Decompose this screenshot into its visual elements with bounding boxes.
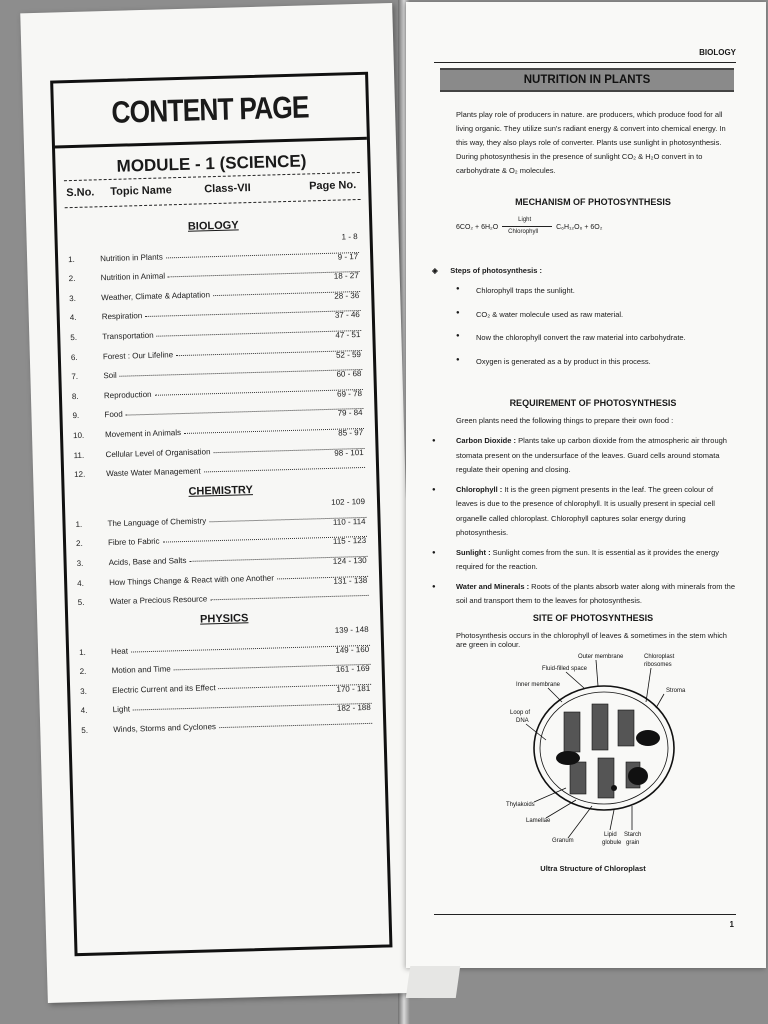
toc-number: 4. — [69, 313, 77, 323]
toc-topic: Motion and Time — [111, 664, 171, 676]
label-loop: Loop of — [510, 710, 531, 716]
starch-grain — [636, 730, 660, 746]
label-grain: grain — [626, 840, 640, 846]
toc-list — [69, 624, 384, 736]
steps-list — [456, 286, 736, 380]
toc-number: 3. — [69, 293, 77, 303]
chapter-title: NUTRITION IN PLANTS — [523, 74, 651, 86]
steps-title: Steps of photosynthesis : — [450, 266, 542, 275]
label-lipid: Lipid — [604, 832, 617, 838]
list-item: ● Chlorophyll traps the sunlight. — [456, 286, 736, 310]
list-item: ● CO₂ & water molecule used as raw material. — [456, 310, 736, 334]
label-lamellae: Lamellae — [526, 818, 551, 824]
toc-pages: 52 - 59 — [335, 349, 362, 360]
label-chloroplast: Chloroplast — [644, 654, 675, 660]
header-rule — [434, 62, 736, 63]
toc-topic: Heat — [110, 646, 129, 656]
steps-heading — [432, 266, 542, 275]
toc-topic: Food — [104, 410, 123, 420]
leader-line — [566, 672, 584, 688]
topic-header: Topic Name — [110, 184, 172, 198]
section-heading: CHEMISTRY — [188, 484, 254, 498]
toc-pages: 69 - 78 — [336, 388, 363, 399]
toc-pages: 161 - 169 — [335, 664, 370, 675]
toc-number: 8. — [71, 391, 79, 401]
toc-number: 1. — [68, 254, 75, 264]
page-header: Page No. — [308, 179, 357, 193]
granum-stack — [570, 762, 586, 794]
requirement-heading: REQUIREMENT OF PHOTOSYNTHESIS — [509, 398, 677, 408]
toc-sections — [57, 216, 383, 736]
toc-number: 4. — [80, 706, 88, 716]
toc-leader-dots — [204, 467, 365, 473]
toc-number: 5. — [77, 597, 85, 608]
list-item — [432, 546, 736, 575]
toc-topic: Light — [112, 705, 131, 715]
requirement-intro: Green plants need the following things to prepare their own food : — [456, 416, 674, 425]
req-term: Chlorophyll : — [456, 484, 503, 494]
left-page — [20, 3, 419, 1003]
label-ribosomes: ribosomes — [644, 662, 672, 668]
toc-pages: 110 - 114 — [332, 516, 366, 527]
req-text: Plants take up carbon dioxide from the atmospheric air through stomata present on the undersurface of the leaves. Guard cells around stomata regulate their opening and closing. — [456, 436, 727, 474]
granum-stack — [598, 758, 614, 798]
toc-topic: Nutrition in Animal — [100, 271, 166, 283]
granum-stack — [592, 704, 608, 750]
equation-above: Light — [518, 216, 532, 223]
toc-number: 5. — [81, 725, 89, 736]
toc-pages: 131 - 138 — [333, 575, 368, 586]
toc-topic: Reproduction — [103, 389, 152, 400]
toc-pages: 182 - 188 — [336, 703, 371, 714]
toc-pages: 102 - 109 — [331, 497, 366, 508]
equation-reactants: 6CO₂ + 6H₂O — [456, 224, 499, 231]
toc-number: 3. — [80, 686, 87, 696]
granum-stack — [564, 712, 580, 752]
toc-leader-dots — [219, 723, 372, 728]
toc-topic: Nutrition in Plants — [99, 252, 163, 263]
label-stroma: Stroma — [666, 688, 686, 694]
req-text: Sunlight comes from the sun. It is essential as it provides the energy required for the reaction. — [456, 547, 720, 571]
section-heading: PHYSICS — [199, 612, 249, 626]
list-item: ● Now the chlorophyll convert the raw material into carbohydrate. — [456, 333, 736, 357]
leader-line — [526, 724, 546, 740]
leader-line — [548, 688, 562, 702]
leader-line — [646, 668, 651, 702]
toc-topic: Fibre to Fabric — [107, 537, 160, 548]
toc-pages: 37 - 46 — [334, 310, 360, 321]
photosynthesis-equation — [456, 216, 603, 235]
toc-pages: 18 - 27 — [333, 271, 359, 281]
toc-pages: 170 - 181 — [336, 683, 371, 694]
right-page — [406, 2, 766, 968]
intro-paragraph: Plants play role of producers in nature. are producers, which produce food for all living organic. They utilize sun's radiant energy & convert into chemical energy. In this way, they also plays role of converter. Plants use sunlight in photosynthesis. During photosynthesis in the presence of sunlight CO₂ & H₂O convert in to carbohydrate & O₂ molecules. — [456, 110, 726, 175]
leader-line — [596, 660, 598, 686]
toc-topic: Waste Water Management — [106, 466, 201, 479]
list-item — [432, 580, 736, 609]
toc-pages: 115 - 123 — [332, 536, 367, 547]
toc-number: 1. — [75, 519, 83, 529]
leader-line — [568, 806, 592, 838]
page-number: 1 — [729, 920, 734, 929]
section-heading: BIOLOGY — [187, 219, 239, 233]
toc-number: 7. — [71, 372, 79, 382]
toc-pages: 9 - 17 — [337, 251, 359, 262]
req-text: It is the green pigment presents in the leaf. The green colour of leaves is due to the presence of chlorophyll. It is usually present in special cell organelle called chloroplast. Chlorophyll captures solar energy during photosynthesis. — [456, 484, 715, 537]
chloroplast-diagram — [506, 650, 696, 860]
leader-line — [656, 694, 664, 708]
toc-topic: Cellular Level of Organisation — [105, 446, 211, 459]
equation-below: Chlorophyll — [508, 228, 539, 235]
label-granum: Granum — [552, 838, 574, 844]
chapter-banner — [440, 68, 734, 92]
toc-topic: Respiration — [101, 311, 143, 322]
page-flap — [406, 966, 460, 998]
toc-number: 10. — [72, 430, 85, 441]
starch-grain — [556, 751, 580, 765]
toc-pages: 124 - 130 — [332, 555, 367, 566]
toc-leader-dots — [210, 595, 368, 600]
lipid-globule — [611, 785, 617, 791]
toc-pages: 98 - 101 — [334, 447, 364, 458]
label-thylakoids: Thylakoids — [506, 802, 535, 808]
diamond-bullet-icon: ◈ — [432, 266, 438, 275]
toc-topic: Electric Current and its Effect — [112, 683, 216, 695]
label-starch: Starch — [624, 832, 642, 838]
subject-header: BIOLOGY — [699, 48, 736, 57]
toc-number: 11. — [73, 450, 85, 460]
content-frame — [50, 72, 392, 957]
starch-grain — [628, 767, 648, 785]
toc-number: 9. — [72, 411, 80, 421]
sno-header: S.No. — [66, 186, 95, 200]
toc-topic: Weather, Climate & Adaptation — [101, 289, 211, 303]
label-globule: globule — [602, 840, 622, 846]
granum-stack — [618, 710, 634, 746]
req-term: Water and Minerals : — [456, 581, 530, 591]
toc-number: 5. — [70, 332, 78, 343]
toc-pages: 85 - 97 — [338, 427, 364, 438]
toc-pages: 1 - 8 — [341, 232, 358, 242]
toc-pages: 60 - 68 — [336, 369, 362, 379]
column-headers — [64, 172, 361, 208]
toc-topic: Transportation — [102, 330, 154, 342]
toc-list — [65, 497, 380, 608]
toc-topic: Forest : Our Lifeline — [102, 349, 174, 361]
mechanism-heading: MECHANISM OF PHOTOSYNTHESIS — [515, 197, 671, 207]
toc-number: 12. — [74, 469, 86, 480]
toc-pages: 47 - 51 — [335, 329, 361, 340]
req-text: Roots of the plants absorb water along with minerals from the soil and transport them to the leaves for photosynthesis. — [456, 581, 736, 605]
req-term: Carbon Dioxide : — [456, 436, 517, 445]
reaction-arrow — [502, 216, 552, 235]
toc-topic: The Language of Chemistry — [107, 516, 207, 528]
toc-topic: Soil — [103, 370, 117, 381]
toc-topic: Acids, Base and Salts — [108, 555, 187, 568]
toc-number: 6. — [70, 352, 78, 362]
requirements-list — [432, 434, 736, 614]
toc-number: 1. — [78, 647, 86, 657]
toc-pages: 149 - 160 — [335, 644, 370, 655]
list-item: ● Oxygen is generated as a by product in this process. — [456, 357, 736, 381]
equation-products: C₆H₁₂O₆ + 6O₂ — [556, 224, 603, 231]
toc-number: 2. — [79, 667, 87, 677]
title-box — [53, 75, 367, 149]
toc-pages: 139 - 148 — [334, 624, 369, 635]
module-title: MODULE - 1 (SCIENCE) — [116, 151, 307, 176]
toc-topic: Movement in Animals — [104, 427, 182, 440]
list-item — [432, 483, 736, 541]
leader-line — [610, 810, 614, 830]
label-inner-membrane: Inner membrane — [516, 682, 561, 688]
label-outer-membrane: Outer membrane — [578, 654, 624, 660]
toc-pages: 28 - 36 — [334, 290, 360, 301]
req-term: Sunlight : — [456, 547, 491, 557]
footer-rule — [434, 914, 736, 915]
label-dna: DNA — [516, 718, 529, 724]
toc-number: 2. — [75, 539, 83, 549]
page-title: CONTENT PAGE — [110, 89, 310, 130]
class-header: Class-VII — [204, 182, 251, 196]
leader-line — [546, 800, 576, 818]
toc-topic: How Things Change & React with one Another — [109, 573, 275, 587]
toc-number: 2. — [68, 274, 76, 284]
toc-topic: Water a Precious Resource — [109, 594, 208, 607]
toc-list — [58, 232, 376, 480]
toc-number: 3. — [76, 558, 84, 568]
toc-pages: 79 - 84 — [337, 408, 363, 419]
leader-line — [534, 788, 566, 802]
label-fluid: Fluid-filled space — [542, 666, 588, 672]
list-item — [432, 434, 736, 478]
toc-topic: Winds, Storms and Cyclones — [113, 722, 217, 735]
diagram-caption: Ultra Structure of Chloroplast — [540, 864, 646, 873]
site-heading: SITE OF PHOTOSYNTHESIS — [532, 613, 654, 623]
toc-number: 4. — [77, 578, 84, 588]
site-text: Photosynthesis occurs in the chlorophyll of leaves & sometimes in the stem which are green in colour. — [456, 631, 727, 649]
